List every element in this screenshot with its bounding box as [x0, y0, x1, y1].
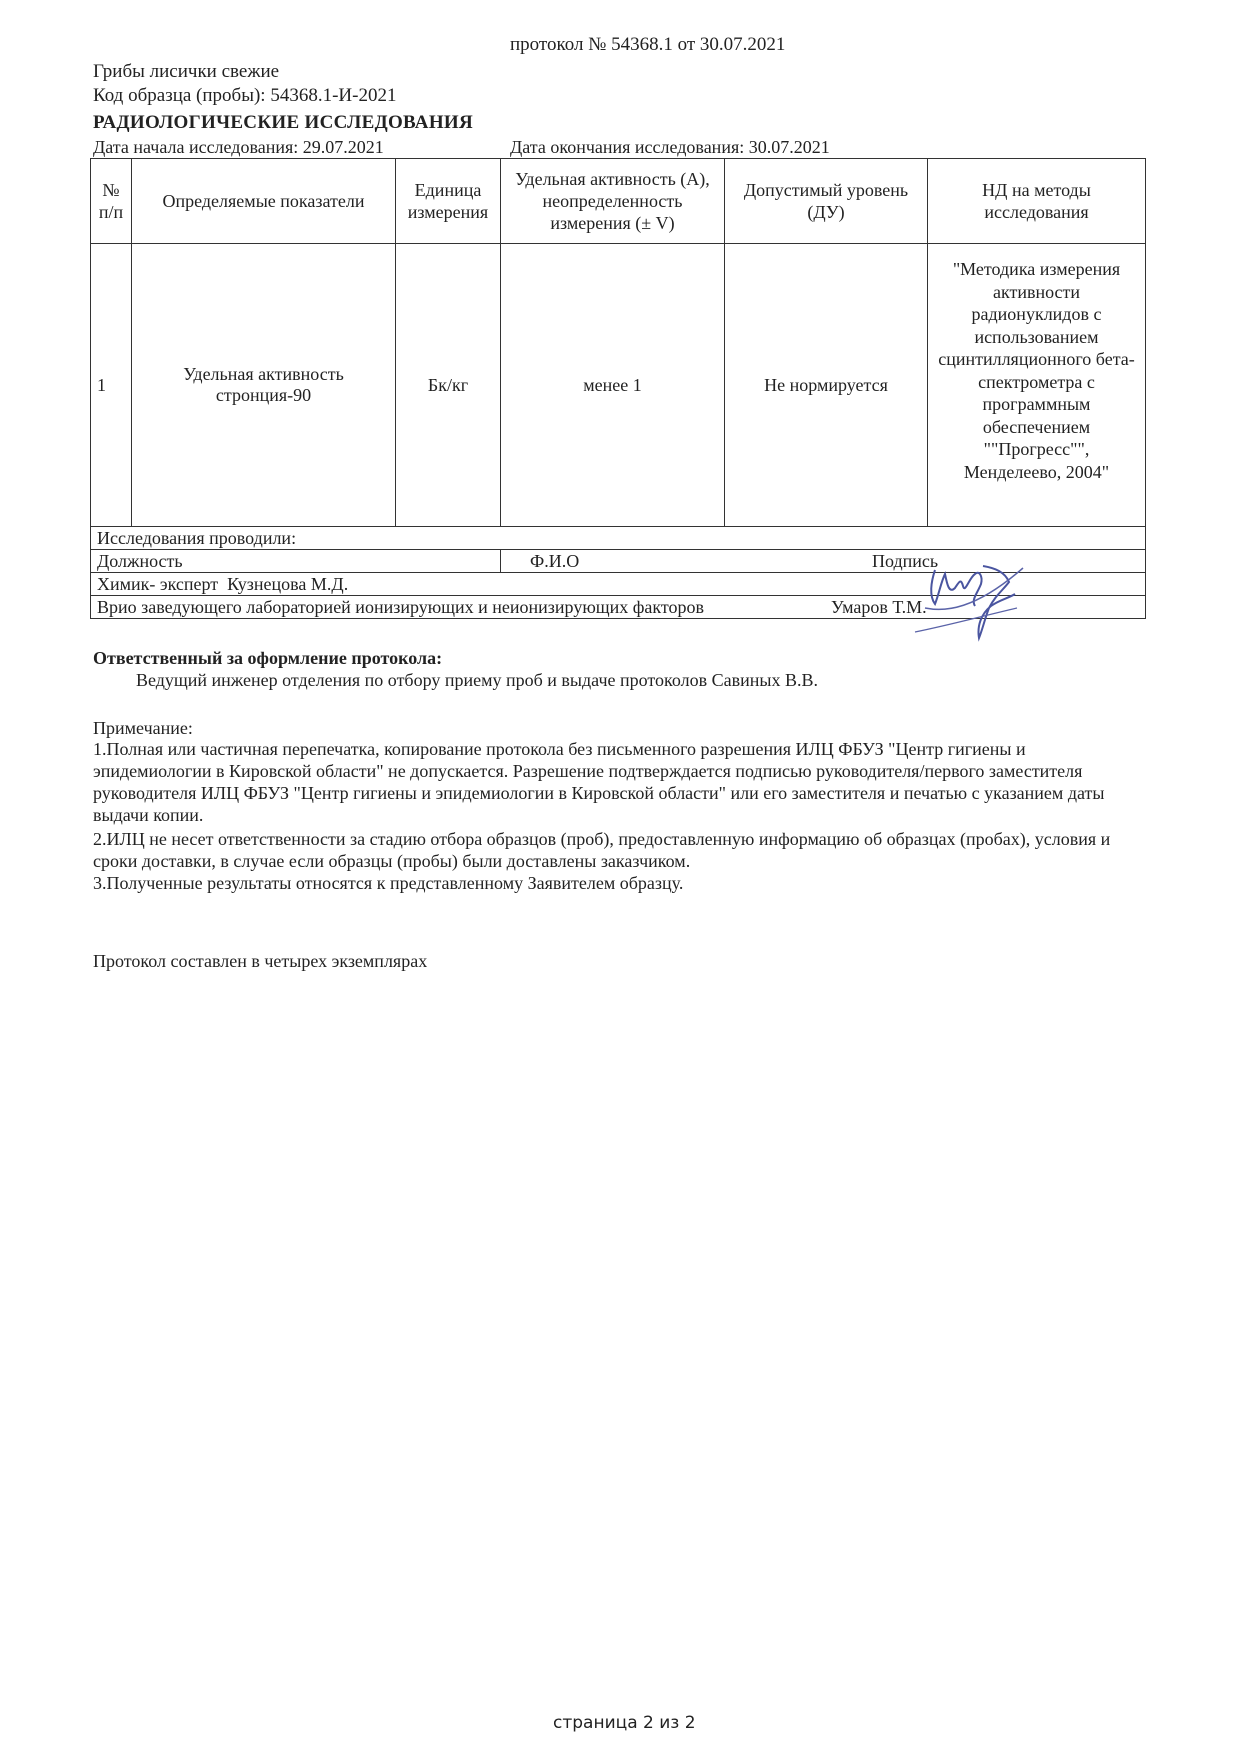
protocol-number-header: протокол № 54368.1 от 30.07.2021 — [510, 34, 786, 55]
table-row — [91, 244, 1146, 527]
staff-head-position: Врио заведующего лабораторией ионизирующих и неионизирующих факторов — [97, 597, 705, 617]
signature-label: Подпись — [872, 551, 939, 571]
position-label: Должность — [91, 550, 501, 573]
row-activity: менее 1 — [501, 244, 725, 527]
section-title: РАДИОЛОГИЧЕСКИЕ ИССЛЕДОВАНИЯ — [93, 112, 474, 133]
row-method: "Методика измерения активности радионуклидов с использованием сцинтилляционного бета-спектрометра с программным обеспечением ""Прогресс"", Менделеево, 2004" — [928, 244, 1146, 527]
row-unit: Бк/кг — [396, 244, 501, 527]
responsible-title: Ответственный за оформление протокола: — [93, 648, 443, 668]
study-start-date: Дата начала исследования: 29.07.2021 — [93, 137, 384, 157]
header-method: НД на методы исследования — [928, 159, 1146, 244]
study-end-date: Дата окончания исследования: 30.07.2021 — [510, 137, 830, 157]
conducted-row — [91, 527, 1146, 550]
note-item: 3.Полученные результаты относятся к представленному Заявителем образцу. — [93, 873, 684, 893]
table-header-row — [91, 159, 1146, 244]
responsible-text: Ведущий инженер отделения по отбору приему проб и выдаче протоколов Савиных В.В. — [136, 670, 818, 690]
header-unit: Единица измерения — [396, 159, 501, 244]
page-number: страница 2 из 2 — [553, 1713, 696, 1733]
sample-code: Код образца (пробы): 54368.1-И-2021 — [93, 85, 397, 106]
note-item: 1.Полная или частичная перепечатка, копирование протокола без письменного разрешения ИЛЦ ФБУЗ "Центр гигиены и эпидемиологии в Кировской области" не допускается. Разрешение подтверждается подписью руководителя/первого заместителя руководителя ИЛЦ ФБУЗ "Центр гигиены и эпидемиологии в Кировской области" или его заместителя и печатью с указанием даты выдачи копии. — [93, 739, 1105, 825]
handwritten-signature — [905, 548, 1035, 648]
copies-note: Протокол составлен в четырех экземплярах — [93, 951, 428, 971]
header-limit: Допустимый уровень (ДУ) — [725, 159, 928, 244]
note-item: 2.ИЛЦ не несет ответственности за стадию отбора образцов (проб), предоставленную информацию об образцах (пробах), условия и сроки доставки, в случае если образцы (пробы) были доставлены заказчиком. — [93, 829, 1111, 871]
notes-title: Примечание: — [93, 718, 193, 738]
conducted-label: Исследования проводили: — [91, 527, 1146, 550]
header-num: № п/п — [91, 159, 132, 244]
row-limit: Не нормируется — [725, 244, 928, 527]
product-name: Грибы лисички свежие — [93, 61, 280, 82]
row-indicator: Удельная активность стронция-90 — [132, 244, 396, 527]
name-signature-cell — [501, 550, 1146, 573]
row-num: 1 — [91, 244, 132, 527]
name-label: Ф.И.О — [530, 551, 580, 571]
staff-head-name: Умаров Т.М. — [831, 597, 927, 617]
header-activity: Удельная активность (А), неопределенность измерения (± V) — [501, 159, 725, 244]
staff-chemist: Химик- эксперт Кузнецова М.Д. — [91, 573, 1146, 596]
header-indicator: Определяемые показатели — [132, 159, 396, 244]
